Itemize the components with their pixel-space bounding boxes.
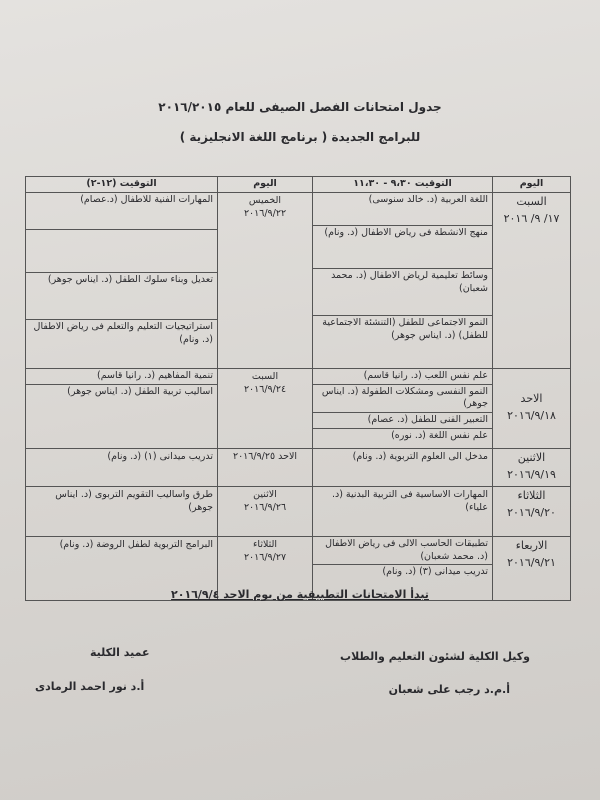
day-2-name: الاثنين — [253, 488, 277, 500]
day-date: ١٧/ ٩/ ٢٠١٦ — [503, 211, 560, 225]
exam-entry: استراتيجيات التعليم والتعلم فى رياض الاطفال (د. ونام) — [26, 319, 217, 362]
dean-name: أ.د نور احمد الرمادى — [35, 680, 145, 693]
day-2-date: ٢٠١٦/٩/٢٢ — [243, 207, 287, 219]
noon-exams-cell: طرق واساليب التقويم التربوى (د. ايناس جوهر) — [26, 486, 218, 536]
exam-entry: منهج الانشطة فى رياض الاطفال (د. ونام) — [313, 225, 492, 268]
vice-dean-title: وكيل الكلية لشئون التعليم والطلاب — [340, 650, 530, 663]
day-date: ٢٠١٦/٩/٢٠ — [507, 505, 556, 519]
practical-exams-note: تبدأ الامتحانات التطبيقية من يوم الاحد ٢٠١٦/٩/٤ — [171, 588, 429, 601]
exam-entry: اساليب تربية الطفل (د. ايناس جوهر) — [26, 384, 217, 400]
exam-entry: تطبيقات الحاسب الالى فى رياض الاطفال (د. محمد شعبان) — [325, 537, 488, 562]
morning-exams-cell: المهارات الاساسية فى التربية البدنية (د. علياء) — [313, 486, 493, 536]
table-row — [26, 192, 571, 368]
morning-exams-cell — [313, 192, 493, 368]
dean-title: عميد الكلية — [90, 646, 150, 659]
document-subtitle: للبرامج الجديدة ( برنامج اللغة الانجليزية ) — [179, 130, 421, 144]
day-2-name: السبت — [251, 370, 279, 382]
day-date: ٢٠١٦/٩/١٩ — [507, 467, 556, 481]
exam-entry: النمو النفسى ومشكلات الطفولة (د. ايناس جوهر) — [313, 384, 492, 413]
noon-exams-cell — [26, 368, 218, 448]
day-2-cell — [218, 368, 313, 448]
exam-entry: تدريب ميدانى (٣) (د. ونام) — [313, 564, 492, 580]
day-name: الثلاثاء — [517, 488, 546, 502]
exam-entry: تعديل وبناء سلوك الطفل (د. ايناس جوهر) — [26, 272, 217, 319]
day-cell — [493, 448, 571, 486]
morning-exams-cell: مدخل الى العلوم التربوية (د. ونام) — [313, 448, 493, 486]
exam-entry: علم نفس اللعب (د. رانيا قاسم) — [363, 369, 488, 381]
exam-schedule-table — [25, 176, 571, 601]
header-time-morning: التوقيت ٩،٣٠ - ١١،٣٠ — [313, 177, 493, 193]
day-2-date: ٢٠١٦/٩/٢٤ — [243, 383, 287, 395]
header-day-2: اليوم — [218, 177, 313, 193]
document-title: جدول امتحانات الفصل الصيفى للعام ٢٠١٦/٢٠١٥ — [158, 100, 442, 114]
day-name: الاثنين — [517, 450, 546, 464]
vice-dean-name: أ.م.د رجب على شعبان — [388, 683, 510, 696]
exam-entry: وسائط تعليمية لرياض الاطفال (د. محمد شعبان) — [313, 268, 492, 315]
day-2-cell — [218, 448, 313, 486]
exam-entry: تنمية المفاهيم (د. رانيا قاسم) — [97, 369, 213, 381]
day-name: الاحد — [520, 392, 543, 406]
day-name: السبت — [516, 194, 547, 208]
day-2-name: الثلاثاء — [252, 538, 278, 550]
day-2-cell — [218, 192, 313, 368]
day-name: الاربعاء — [515, 538, 548, 552]
day-2-name: الخميس — [248, 194, 282, 206]
day-2-name: الاحد ٢٠١٦/٩/٢٥ — [232, 450, 298, 462]
exam-entry: المهارات الفنية للاطفال (د.عصام) — [80, 193, 213, 205]
table-header-row — [26, 177, 571, 193]
noon-exams-cell — [26, 192, 218, 368]
day-2-cell — [218, 486, 313, 536]
exam-entry: اللغة العربية (د. خالد سنوسى) — [368, 193, 488, 205]
exam-entry: النمو الاجتماعى للطفل (التنشئة الاجتماعية للطفل) (د. ايناس جوهر) — [313, 315, 492, 360]
day-cell — [493, 486, 571, 536]
table-row — [26, 486, 571, 536]
header-day: اليوم — [493, 177, 571, 193]
day-2-date: ٢٠١٦/٩/٢٦ — [243, 501, 287, 513]
exam-entry: التعبير الفنى للطفل (د. عصام) — [313, 412, 492, 428]
day-cell — [493, 368, 571, 448]
header-time-noon: التوقيت (١٢-٢) — [26, 177, 218, 193]
exam-entry-empty — [26, 229, 217, 272]
day-date: ٢٠١٦/٩/٢١ — [507, 555, 556, 569]
day-2-date: ٢٠١٦/٩/٢٧ — [243, 551, 287, 563]
table-row — [26, 448, 571, 486]
morning-exams-cell — [313, 368, 493, 448]
day-date: ٢٠١٦/٩/١٨ — [507, 409, 556, 423]
noon-exams-cell: البرامج التربوية لطفل الروضة (د. ونام) — [26, 536, 218, 600]
day-cell — [493, 192, 571, 368]
exam-entry: علم نفس اللغة (د. نوره) — [313, 428, 492, 444]
noon-exams-cell: تدريب ميدانى (١) (د. ونام) — [26, 448, 218, 486]
table-row — [26, 368, 571, 448]
